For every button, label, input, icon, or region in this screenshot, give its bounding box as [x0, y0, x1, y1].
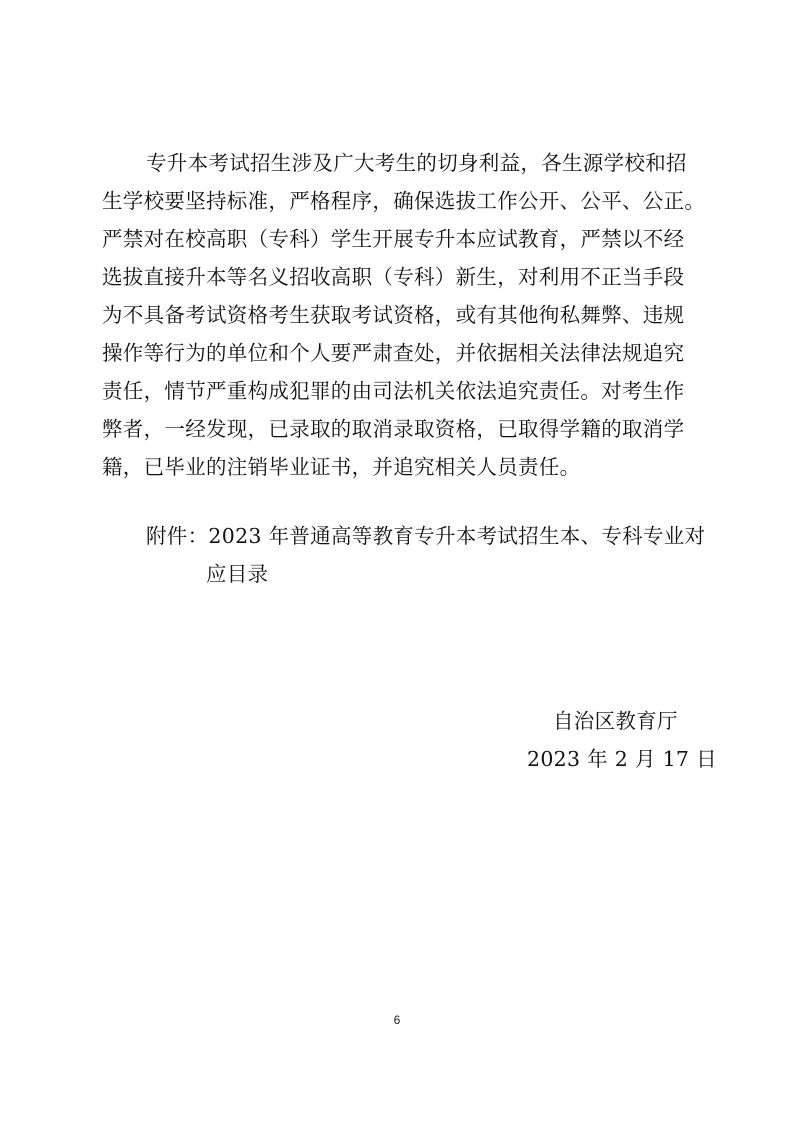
- attachment-line: 附件：2023 年普通高等教育专升本考试招生本、专科专业对: [146, 524, 706, 548]
- paragraph-line: 弊者，一经发现，已录取的取消录取资格，已取得学籍的取消学: [102, 417, 685, 441]
- attachment-line: 应目录: [206, 562, 269, 586]
- paragraph-line: 为不具备考试资格考生获取考试资格，或有其他徇私舞弊、违规: [102, 303, 685, 327]
- page-number: 6: [393, 1013, 401, 1027]
- paragraph-line: 籍，已毕业的注销毕业证书，并追究相关人员责任。: [102, 455, 581, 479]
- issuer-name: 自治区教育厅: [553, 709, 678, 733]
- paragraph-line: 专升本考试招生涉及广大考生的切身利益，各生源学校和招: [146, 151, 687, 175]
- paragraph-line: 操作等行为的单位和个人要严肃查处，并依据相关法律法规追究: [102, 341, 685, 365]
- paragraph-line: 严禁对在校高职（专科）学生开展专升本应试教育，严禁以不经: [102, 227, 685, 251]
- paragraph-line: 选拔直接升本等名义招收高职（专科）新生，对利用不正当手段: [102, 265, 685, 289]
- paragraph-line: 生学校要坚持标准，严格程序，确保选拔工作公开、公平、公正。: [102, 189, 706, 213]
- issue-date: 2023 年 2 月 17 日: [527, 747, 717, 771]
- paragraph-line: 责任，情节严重构成犯罪的由司法机关依法追究责任。对考生作: [102, 379, 685, 403]
